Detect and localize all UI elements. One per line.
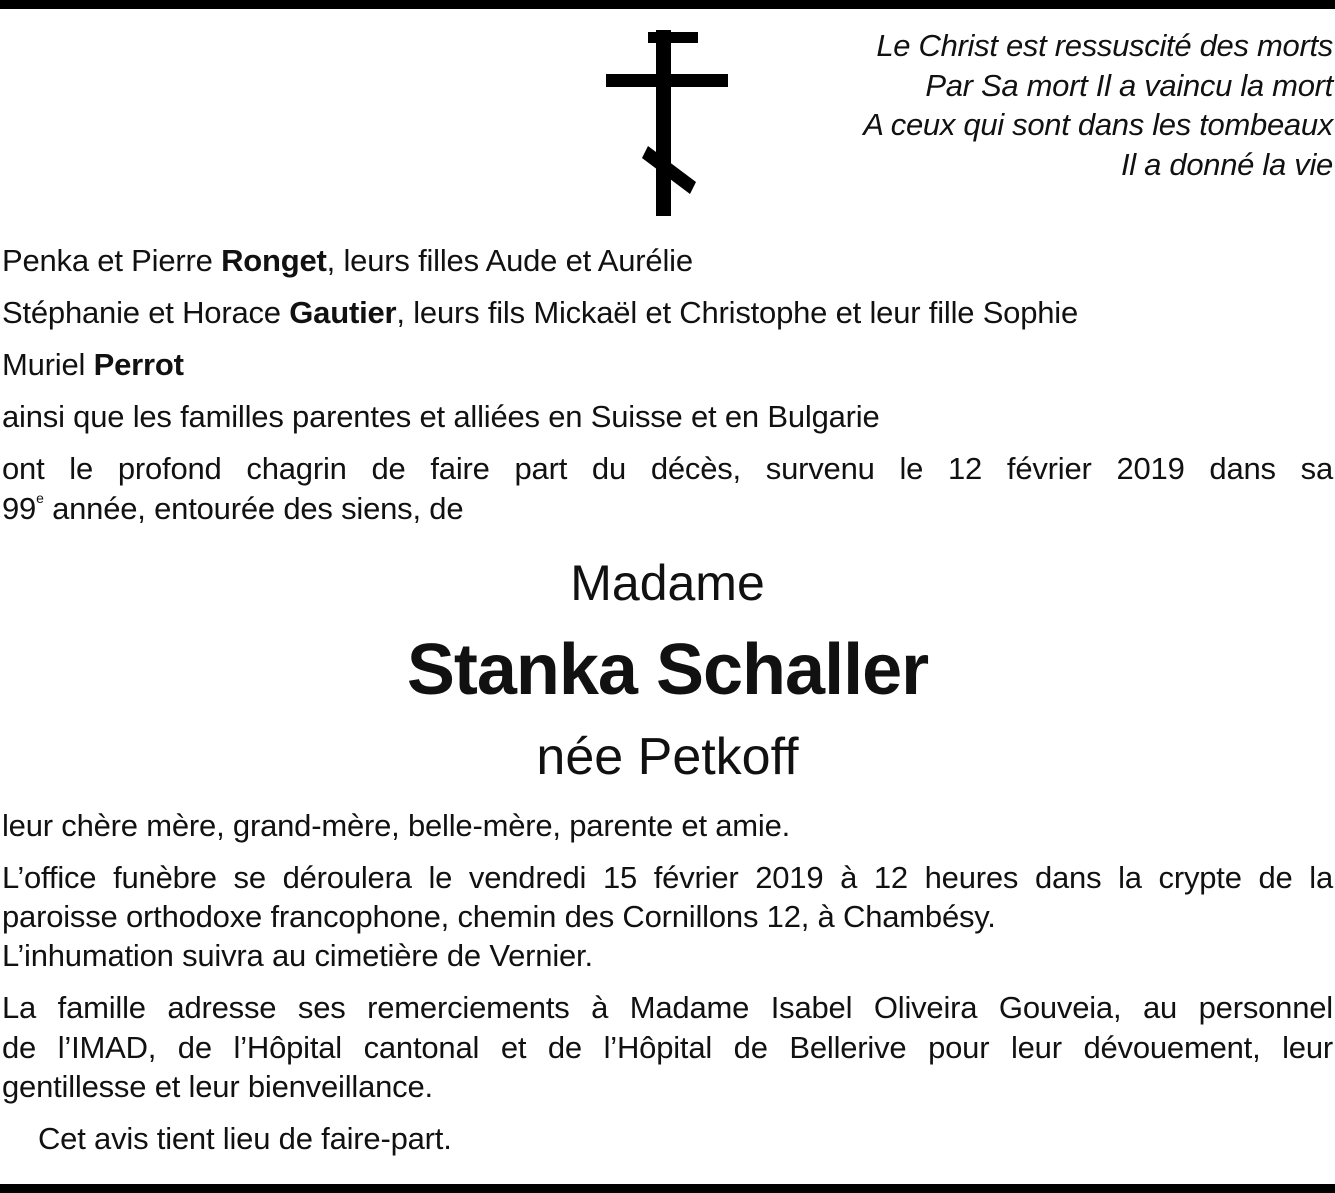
- verse-line: Il a donné la vie: [1120, 146, 1333, 182]
- verse-line: Par Sa mort Il a vaincu la mort: [925, 67, 1333, 103]
- deceased-name: Stanka Schaller: [406, 630, 929, 710]
- orthodox-cross-icon: [604, 30, 729, 216]
- family-surname: Ronget: [221, 243, 327, 278]
- family-surname: Gautier: [289, 295, 397, 330]
- service-line: L’office funèbre se déroulera le vendredi 15 février 2019 à 12 heures dans la crypte de la: [2, 860, 1333, 895]
- thanks-line: de l’IMAD, de l’Hôpital cantonal et de l’Hôpital de Bellerive pour leur dévouement, leur: [2, 1030, 1333, 1065]
- service-line: paroisse orthodoxe francophone, chemin des Cornillons 12, à Chambésy.: [2, 899, 996, 934]
- family-line-ronget: Penka et Pierre Ronget, leurs filles Aude et Aurélie: [2, 243, 693, 278]
- burial-line: L’inhumation suivra au cimetière de Vernier.: [2, 938, 593, 973]
- verse-line: Le Christ est ressuscité des morts: [876, 28, 1333, 63]
- closing-note: Cet avis tient lieu de faire-part.: [38, 1121, 452, 1156]
- family-surname: Perrot: [93, 347, 184, 382]
- relatives-line: ainsi que les familles parentes et alliées en Suisse et en Bulgarie: [2, 399, 880, 434]
- verse-line: A ceux qui sont dans les tombeaux: [863, 107, 1333, 142]
- announcement-age-line: 99e année, entourée des siens, de: [2, 490, 464, 526]
- family-line-perrot: Muriel Perrot: [2, 347, 184, 382]
- deceased-maiden-name: née Petkoff: [536, 728, 799, 786]
- relation-line: leur chère mère, grand-mère, belle-mère, parente et amie.: [2, 808, 791, 843]
- scripture-verse: [863, 26, 1333, 184]
- thanks-line: La famille adresse ses remerciements à Madame Isabel Oliveira Gouveia, au personnel: [2, 990, 1333, 1025]
- top-border: [0, 0, 1335, 9]
- announcement-line: ont le profond chagrin de faire part du décès, survenu le 12 février 2019 dans sa: [2, 451, 1333, 486]
- deceased-title: Madame: [570, 555, 765, 611]
- thanks-line: gentillesse et leur bienveillance.: [2, 1069, 433, 1104]
- family-line-gautier: Stéphanie et Horace Gautier, leurs fils Mickaël et Christophe et leur fille Sophie: [2, 295, 1079, 330]
- bottom-border: [0, 1184, 1335, 1193]
